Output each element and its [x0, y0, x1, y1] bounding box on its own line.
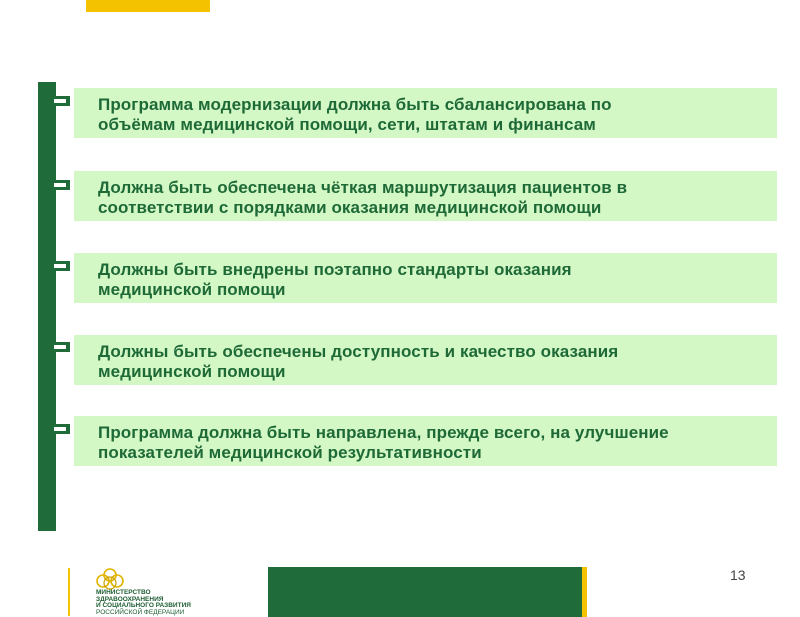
statement-text-line: Должны быть внедрены поэтапно стандарты оказания — [98, 260, 572, 279]
page-number: 13 — [730, 567, 746, 583]
ministry-name — [96, 590, 191, 616]
footer-green-bar — [268, 567, 582, 617]
ministry-name-line: МИНИСТЕРСТВО — [96, 589, 151, 596]
statement-item-2 — [74, 171, 777, 221]
footer-yellow-accent — [582, 567, 587, 617]
ministry-name-line: РОССИЙСКОЙ ФЕДЕРАЦИИ — [96, 608, 185, 616]
statement-text-line: медицинской помощи — [98, 362, 286, 381]
statement-text-line: Программа модернизации должна быть сбалансирована по — [98, 95, 612, 114]
statement-item-3 — [74, 253, 777, 303]
vertical-timeline-bar — [38, 82, 56, 531]
ministry-name-line: ЗДРАВООХРАНЕНИЯ — [96, 595, 164, 603]
statement-item-4 — [74, 335, 777, 385]
statement-text-line: Программа должна быть направлена, прежде всего, на улучшение — [98, 423, 669, 442]
item-connector — [48, 180, 70, 190]
statement-text-line: соответствии с порядками оказания медицинской помощи — [98, 198, 602, 217]
statement-text-line: показателей медицинской результативности — [98, 443, 482, 462]
statement-text-line: медицинской помощи — [98, 280, 286, 299]
statement-text-line: объёмам медицинской помощи, сети, штатам и финансам — [98, 115, 596, 134]
item-connector — [48, 342, 70, 352]
ministry-emblem-icon — [92, 568, 128, 590]
statement-text-line: Должны быть обеспечены доступность и качество оказания — [98, 342, 619, 361]
ministry-logo — [68, 568, 230, 616]
item-connector — [48, 96, 70, 106]
top-accent-bar — [86, 0, 210, 12]
statement-text-line: Должна быть обеспечена чёткая маршрутизация пациентов в — [98, 178, 628, 197]
item-connector — [48, 424, 70, 434]
item-connector — [48, 261, 70, 271]
statement-item-1 — [74, 88, 777, 138]
statement-item-5 — [74, 416, 777, 466]
ministry-name-line: И СОЦИАЛЬНОГО РАЗВИТИЯ — [96, 602, 191, 610]
